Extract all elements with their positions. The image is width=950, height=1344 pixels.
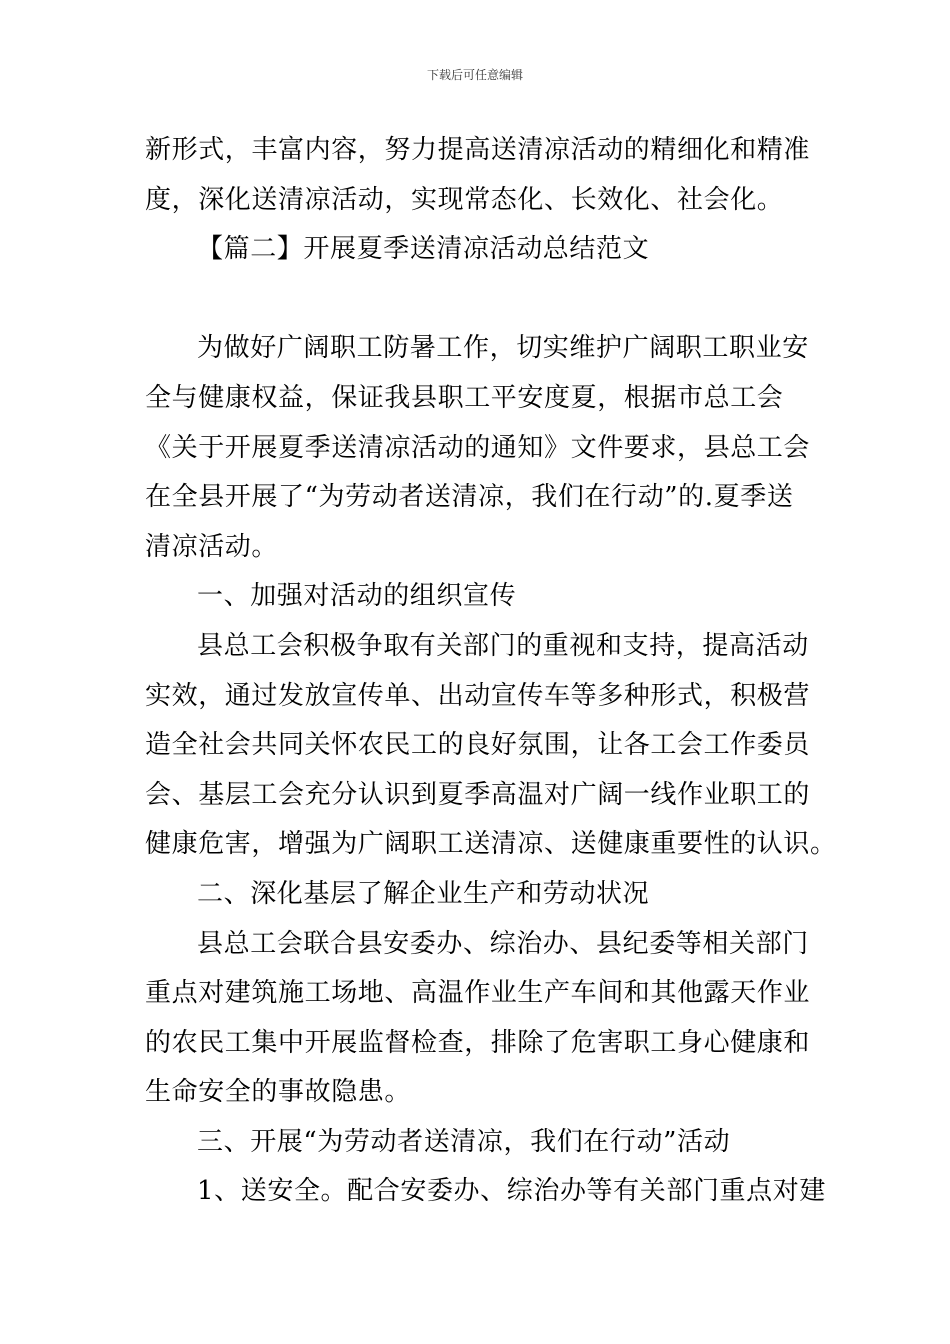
blank-line bbox=[145, 275, 807, 325]
text-line: 为做好广阔职工防暑工作，切实维护广阔职工职业安 bbox=[197, 333, 809, 364]
text-line: 县总工会联合县安委办、综治办、县纪委等相关部门 bbox=[197, 928, 809, 959]
text-line: 县总工会积极争取有关部门的重视和支持，提高活动 bbox=[197, 630, 809, 661]
text-line: 重点对建筑施工场地、高温作业生产车间和其他露天作业 bbox=[145, 978, 811, 1009]
text-line: 会、基层工会充分认识到夏季高温对广阔一线作业职工的 bbox=[145, 779, 811, 810]
page-header: 下载后可任意编辑 bbox=[426, 68, 523, 82]
text-line: 生命安全的事故隐患。 bbox=[145, 1077, 412, 1108]
text-line: 《关于开展夏季送清凉活动的通知》文件要求，县总工会 bbox=[145, 432, 811, 463]
text-line: 全与健康权益，保证我县职工平安度夏，根据市总工会 bbox=[145, 382, 784, 413]
document-body bbox=[145, 126, 837, 1217]
text-line: 实效，通过发放宣传单、出动宣传车等多种形式，积极营 bbox=[145, 680, 811, 711]
text-line: 二、深化基层了解企业生产和劳动状况 bbox=[197, 878, 650, 909]
text-line: 造全社会共同关怀农民工的良好氛围，让各工会工作委员 bbox=[145, 730, 811, 761]
text-line: 1、送安全。配合安委办、综治办等有关部门重点对建 bbox=[197, 1176, 826, 1207]
text-line: 度，深化送清凉活动，实现常态化、长效化、社会化。 bbox=[145, 184, 784, 215]
section-title: 【篇二】开展夏季送清凉活动总结范文 bbox=[197, 234, 650, 265]
text-line: 一、加强对活动的组织宣传 bbox=[197, 581, 517, 612]
text-line: 健康危害，增强为广阔职工送清凉、送健康重要性的认识。 bbox=[145, 829, 837, 860]
text-line: 三、开展“为劳动者送清凉，我们在行动”活动 bbox=[197, 1126, 731, 1157]
text-line: 的农民工集中开展监督检查，排除了危害职工身心健康和 bbox=[145, 1027, 811, 1058]
text-line: 清凉活动。 bbox=[145, 531, 279, 562]
text-line: 在全县开展了“为劳动者送清凉，我们在行动”的.夏季送 bbox=[145, 482, 794, 513]
text-line: 新形式，丰富内容，努力提高送清凉活动的精细化和精准 bbox=[145, 135, 811, 165]
